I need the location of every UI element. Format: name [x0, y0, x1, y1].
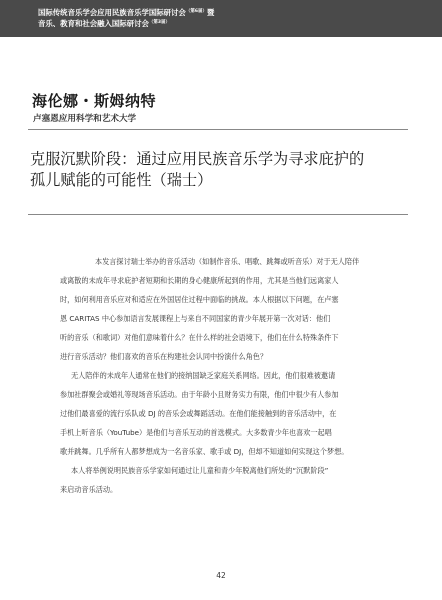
article-title-line-1: 克服沉默阶段：通过应用民族音乐学为寻求庇护的: [30, 150, 365, 168]
body-line: 本发言探讨瑞士举办的音乐活动（如制作音乐、唱歌、跳舞或听音乐）对于无人陪伴: [95, 257, 360, 266]
author-affiliation: 卢塞恩应用科学和艺术大学: [33, 114, 137, 124]
body-line: 手机上听音乐（YouTube）是他们与音乐互动的首选模式。大多数青少年也喜欢一起唱: [60, 428, 332, 437]
body-line: 过他们最喜爱的流行乐队或 DJ 的音乐会或舞蹈活动。在他们能接触到的音乐活动中，在: [60, 409, 337, 418]
author-name: 海伦娜・斯姆纳特: [32, 92, 157, 110]
body-line: 进行音乐活动？他们喜欢的音乐在构建社会认同中扮演什么角色？: [60, 352, 268, 361]
divider-bottom: [28, 214, 408, 215]
conference-header-bar: [0, 0, 442, 37]
body-line: 时，如何利用音乐应对和适应在外国居住过程中面临的挑战。本人根据以下问题，在卢塞: [60, 295, 339, 304]
body-line: 无人陪伴的未成年人通常在他们的接纳国缺乏家庭关系网络。因此，他们很难被邀请: [71, 371, 336, 380]
article-title: [30, 149, 364, 191]
body-line: 参加社群聚会或婚礼等现场音乐活动。由于年龄小且财务实力有限，他们中很少有人参加: [60, 390, 339, 399]
body-line: 来启动音乐活动。: [60, 485, 118, 494]
body-line: 歌并跳舞。几乎所有人都梦想成为一名音乐家、歌手或 DJ，但却不知道如何实现这个梦想。: [60, 447, 349, 456]
conference-title-line-1: 国际传统音乐学会应用民族音乐学国际研讨会$^{(第6届)}$暨: [38, 8, 215, 17]
body-line: 听的音乐（和歌词）对他们意味着什么？在什么样的社会语境下，他们在什么特殊条件下: [60, 333, 339, 342]
divider-top: [28, 129, 408, 130]
body-line: 恩 CARITAS 中心参加语言发展课程上与来自不同国家的青少年展开第一次对话：他们: [60, 314, 331, 323]
conference-title-line-2: 音乐、教育和社会融入国际研讨会$^{(第3届)}$: [38, 19, 171, 28]
page-number: 42: [216, 571, 226, 580]
article-title-line-2: 孤儿赋能的可能性（瑞士）: [30, 171, 213, 189]
body-line: 本人将举例说明民族音乐学家如何通过让儿童和青少年脱离他们所处的“沉默阶段”: [71, 466, 329, 475]
body-line: 或离散的未成年寻求庇护者短期和长期的身心健康所起到的作用，尤其是当他们远离家人: [60, 276, 339, 285]
